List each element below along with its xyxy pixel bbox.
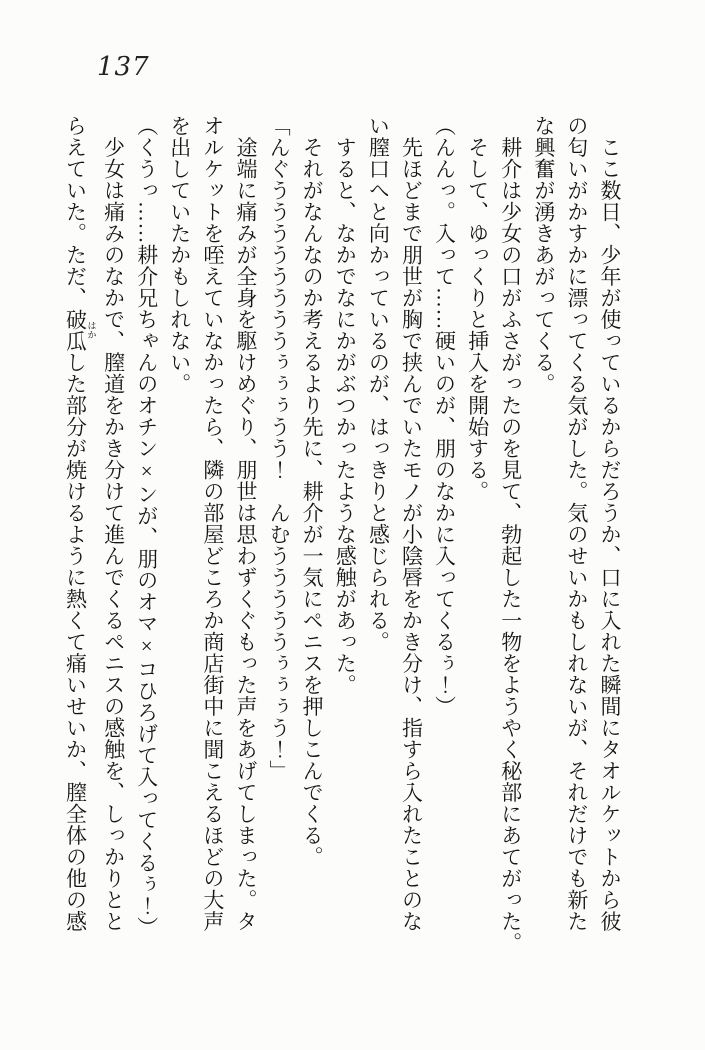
text-line: オルケットを咥えていなかったら、隣の部屋どころか商店街中に聞こえるほどの大声 xyxy=(200,115,225,932)
text-line: （くうっ……耕介兄ちゃんのオチン×ンが、朋のオマ×コひろげて入ってくるぅ！） xyxy=(134,115,159,938)
text-line: すると、なかでなにかがぶつかったような感触があった。 xyxy=(333,115,358,696)
text-line: 途端に痛みが全身を駆けめぐり、朋世は思わずくぐもった声をあげてしまった。タ xyxy=(233,115,258,932)
text-line: い膣口へと向かっているのが、はっきりと感じられる。 xyxy=(366,115,391,653)
text-line: の匂いがかすかに漂ってくる気がした。気のせいかもしれないが、それだけでも新た xyxy=(564,115,589,932)
text-line: な興奮が湧きあがってくる。 xyxy=(531,115,556,395)
text-line: そして、ゆっくりと挿入を開始する。 xyxy=(465,115,490,502)
text-line: 先ほどまで朋世が胸で挟んでいたモノが小陰唇をかき分け、指すら入れたことのな xyxy=(399,115,424,932)
text-line: を出していたかもしれない。 xyxy=(167,115,192,395)
text-line: らえていた。ただ、破瓜 はかした部分が焼けるように熱くて痛いせいか、膣全体の他の感 xyxy=(63,115,97,932)
text-line: 少女は痛みのなかで、膣道をかき分けて進んでくるペニスの感触を、しっかりとと xyxy=(101,115,126,932)
ruby-annotated-word: 破瓜 はか xyxy=(63,308,97,352)
vertical-text-area xyxy=(63,115,626,965)
page-number: 137 xyxy=(97,52,150,82)
text-line: ここ数日、少年が使っているからだろうか、口に入れた瞬間にタオルケットから彼 xyxy=(598,115,622,932)
text-line: それがなんなのか考えるより先に、耕介が一気にペニスを押しこんでくる。 xyxy=(300,115,325,868)
text-line: 「んぐううううううううぅぅぅうう！ んむうううううぅぅぅう！」 xyxy=(267,115,292,782)
text-line: 耕介は少女の口がふさがったのを見て、勃起した一物をようやく秘部にあてがった。 xyxy=(498,115,523,954)
text-line: （んんっ。入って……硬いのが、朋のなかに入ってくるぅ！） xyxy=(432,115,457,717)
